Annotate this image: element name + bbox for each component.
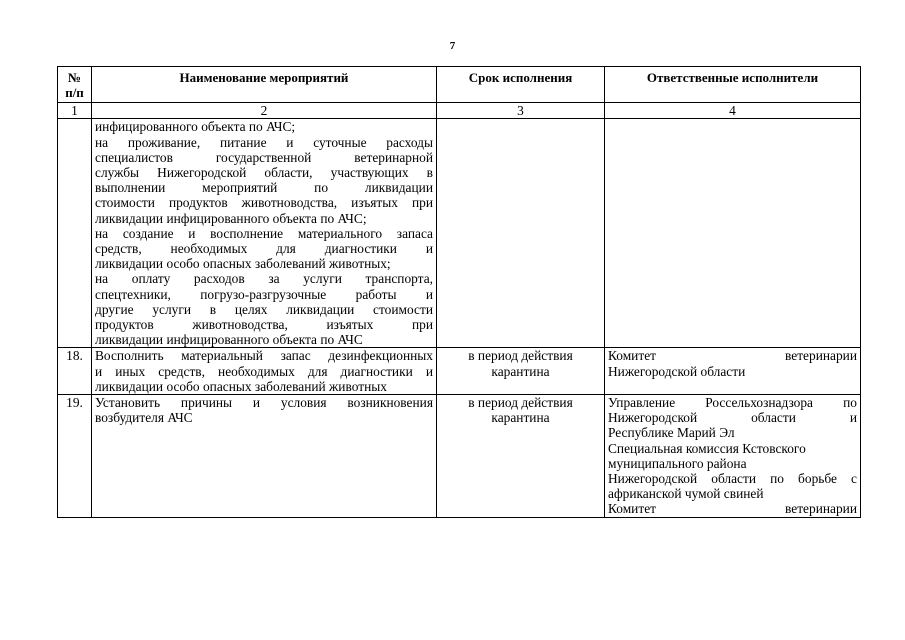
header-num-symbol: №	[67, 70, 82, 85]
header-name: Наименование мероприятий	[92, 67, 437, 103]
events-table	[57, 66, 861, 518]
header-row	[58, 67, 861, 103]
column-number: 4	[605, 103, 861, 119]
header-num	[58, 67, 92, 103]
table-row-19	[58, 395, 861, 518]
term-cell	[437, 119, 605, 348]
text-line: карантина	[491, 410, 550, 426]
text-line: Нижегородской области и	[608, 410, 857, 426]
text-line: спецтехники, погрузо-разгрузочные работы и	[95, 286, 433, 302]
responsible-cell	[605, 395, 861, 518]
text-line: Восполнить материальный запас дезинфекционных	[95, 348, 433, 364]
text-line: Управление Россельхознадзора по	[608, 395, 857, 411]
text-line: ликвидации особо опасных заболеваний животных	[95, 378, 387, 394]
event-name-cell	[92, 119, 437, 348]
text-line: и иных средств, необходимых для диагностики и	[95, 363, 433, 379]
column-numbers-row	[58, 103, 861, 119]
header-term: Срок исполнения	[437, 67, 605, 103]
text-line: Комитет ветеринарии	[608, 348, 857, 364]
text-line: специалистов государственной ветеринарной	[95, 149, 433, 165]
column-number: 1	[58, 103, 92, 119]
text-line: Нижегородской области по борьбе с	[608, 471, 857, 487]
text-line: на создание и восполнение материального запаса	[95, 225, 433, 241]
text-line: выполнении мероприятий по ликвидации	[95, 180, 433, 196]
text-line: инфицированного объекта по АЧС;	[95, 119, 296, 135]
text-line: в период действия	[468, 348, 573, 364]
event-name-cell	[92, 348, 437, 395]
table-row-continuation	[58, 119, 861, 348]
text-line: другие услуги в целях ликвидации стоимости	[95, 301, 433, 317]
event-name-cell	[92, 395, 437, 518]
term-cell	[437, 395, 605, 518]
text-line: ликвидации инфицированного объекта по АЧС;	[95, 210, 367, 226]
text-line: ликвидации особо опасных заболеваний животных;	[95, 256, 391, 272]
column-number: 3	[437, 103, 605, 119]
header-num-abbr: п/п	[65, 85, 84, 101]
row-number: 19.	[58, 395, 92, 518]
text-line: карантина	[491, 363, 550, 379]
term-cell	[437, 348, 605, 395]
text-line: Установить причины и условия возникновения	[95, 395, 433, 411]
responsible-cell	[605, 119, 861, 348]
text-line: на проживание, питание и суточные расходы	[95, 134, 433, 150]
text-line: возбудителя АЧС	[95, 410, 193, 426]
column-number: 2	[92, 103, 437, 119]
text-line: службы Нижегородской области, участвующих в	[95, 165, 433, 181]
page-number: 7	[449, 40, 456, 52]
text-line: муниципального района	[608, 455, 747, 471]
text-line: ликвидации инфицированного объекта по АЧС	[95, 332, 363, 348]
text-line: Республике Марий Эл	[608, 425, 735, 441]
text-line: на оплату расходов за услуги транспорта,	[95, 271, 433, 287]
header-responsible: Ответственные исполнители	[605, 67, 861, 103]
row-number	[58, 119, 92, 348]
text-line: Нижегородской области	[608, 363, 746, 379]
text-line: африканской чумой свиней	[608, 486, 764, 502]
text-line: в период действия	[468, 395, 573, 411]
responsible-cell	[605, 348, 861, 395]
text-line: средств, необходимых для диагностики и	[95, 241, 433, 257]
text-line: Комитет ветеринарии	[608, 501, 857, 517]
text-line: стоимости продуктов животноводства, изъятых при	[95, 195, 433, 211]
text-line: Специальная комиссия Кстовского	[608, 440, 806, 456]
row-number: 18.	[58, 348, 92, 395]
table-row-18	[58, 348, 861, 395]
text-line: продуктов животноводства, изъятых при	[95, 317, 433, 333]
